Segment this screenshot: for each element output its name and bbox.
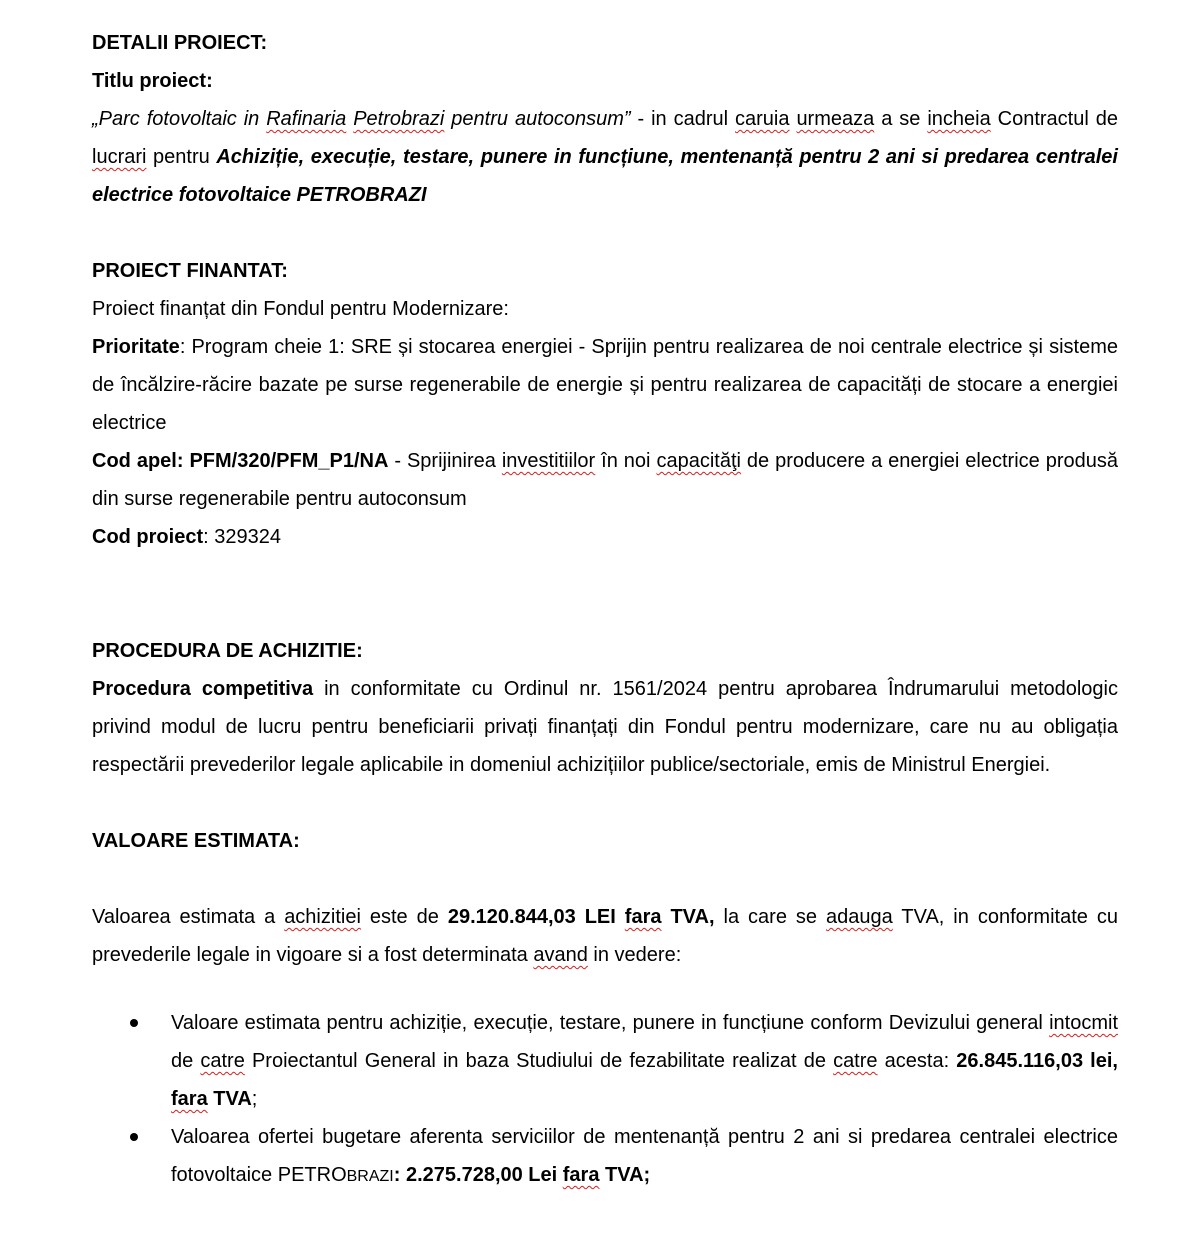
- spellcheck-word: Rafinaria: [266, 108, 347, 130]
- bullet-icon: [130, 1019, 138, 1027]
- spellcheck-word: Petrobrazi: [353, 108, 445, 130]
- heading-project-details: DETALII PROIECT:: [92, 32, 268, 54]
- contract-object: Achiziție, execuție, testare, punere in funcțiune, mentenanță pentru 2 ani si predarea centralei electrice fotovoltaice PETROBRAZI: [92, 146, 1118, 206]
- heading-estimated-value: VALOARE ESTIMATA:: [92, 830, 300, 852]
- spellcheck-word: fara: [624, 906, 662, 928]
- procedure-paragraph: Procedura competitiva in conformitate cu Ordinul nr. 1561/2024 pentru aprobarea Îndrumarului metodologic privind modul de lucru pentru beneficiarii privați finanțați din Fondul pentru modernizare, care nu au obligația respectării prevederilor legale aplicabile in domeniul achizițiilor publice/sectoriale, emis de Ministrul Energiei.: [92, 678, 1119, 776]
- priority-paragraph: Prioritate: Program cheie 1: SRE și stocarea energiei - Sprijin pentru realizarea de noi centrale electrice și sisteme de încălzire-răcire bazate pe surse regenerabile de energie și pentru realizarea de capacități de stocare a energiei electrice: [92, 336, 1118, 434]
- spellcheck-word: caruia: [735, 108, 790, 130]
- spellcheck-word: fara: [171, 1088, 208, 1110]
- heading-procedure: PROCEDURA DE ACHIZITIE:: [92, 640, 363, 662]
- financed-line: Proiect finanțat din Fondul pentru Modernizare:: [92, 298, 509, 320]
- spellcheck-word: capacităţi: [656, 450, 741, 472]
- spellcheck-word: investitiilor: [501, 450, 596, 472]
- spellcheck-word: achizitiei: [284, 906, 361, 928]
- project-title-label: Titlu proiect:: [92, 70, 213, 92]
- estimated-value-paragraph: Valoarea estimata a achizitiei este de 29.120.844,03 LEI fara TVA, la care se adauga TVA, in conformitate cu prevederile legale in vigoare si a fost determinata avand in vedere:: [92, 906, 1118, 966]
- project-code-paragraph: Cod proiect: 329324: [92, 526, 281, 548]
- list-item: Valoarea ofertei bugetare aferenta serviciilor de mentenanță pentru 2 ani si predarea centralei electrice fotovoltaice PETROBRAZI: 2.275.728,00 Lei fara TVA;: [92, 1118, 1118, 1196]
- call-code-label: Cod apel: PFM/320/PFM_P1/NA: [92, 450, 389, 472]
- document-body: [92, 24, 1118, 1196]
- spellcheck-word: fara: [562, 1164, 600, 1186]
- spellcheck-word: avand: [533, 944, 588, 966]
- priority-label: Prioritate: [92, 336, 180, 358]
- spellcheck-word: catre: [833, 1050, 878, 1072]
- spellcheck-word: intocmit: [1049, 1012, 1118, 1034]
- project-name: „Parc fotovoltaic in Rafinaria Petrobrazi pentru autoconsum”: [92, 108, 631, 130]
- call-code-paragraph: Cod apel: PFM/320/PFM_P1/NA - Sprijinirea investitiilor în noi capacităţi de producere a energiei electrice produsă din surse regenerabile pentru autoconsum: [92, 450, 1118, 510]
- heading-project-financed: PROIECT FINANTAT:: [92, 260, 288, 282]
- procedure-label: Procedura competitiva: [92, 678, 314, 700]
- project-title-paragraph: „Parc fotovoltaic in Rafinaria Petrobrazi pentru autoconsum” - in cadrul caruia urmeaza a se incheia Contractul de lucrari pentru Achiziție, execuție, testare, punere in funcțiune, mentenanță pentru 2 ani si predarea centralei electrice fotovoltaice PETROBRAZI: [92, 108, 1118, 206]
- spellcheck-word: lucrari: [92, 146, 147, 168]
- project-code-label: Cod proiect: [92, 526, 204, 548]
- spellcheck-word: urmeaza: [796, 108, 875, 130]
- list-item: Valoare estimata pentru achiziție, execuție, testare, punere in funcțiune conform Devizului general intocmit de catre Proiectantul General in baza Studiului de fezabilitate realizat de catre acesta: 26.845.116,03 lei, fara TVA;: [92, 1004, 1118, 1118]
- execution-value: 26.845.116,03 lei, fara TVA: [171, 1050, 1118, 1110]
- spellcheck-word: adauga: [826, 906, 893, 928]
- spellcheck-word: catre: [200, 1050, 245, 1072]
- bullet-icon: [130, 1133, 138, 1141]
- value-breakdown-list: [92, 1004, 1118, 1196]
- spellcheck-word: incheia: [927, 108, 991, 130]
- total-value: 29.120.844,03 LEI fara TVA,: [447, 906, 715, 928]
- maintenance-value: : 2.275.728,00 Lei fara TVA;: [393, 1164, 651, 1186]
